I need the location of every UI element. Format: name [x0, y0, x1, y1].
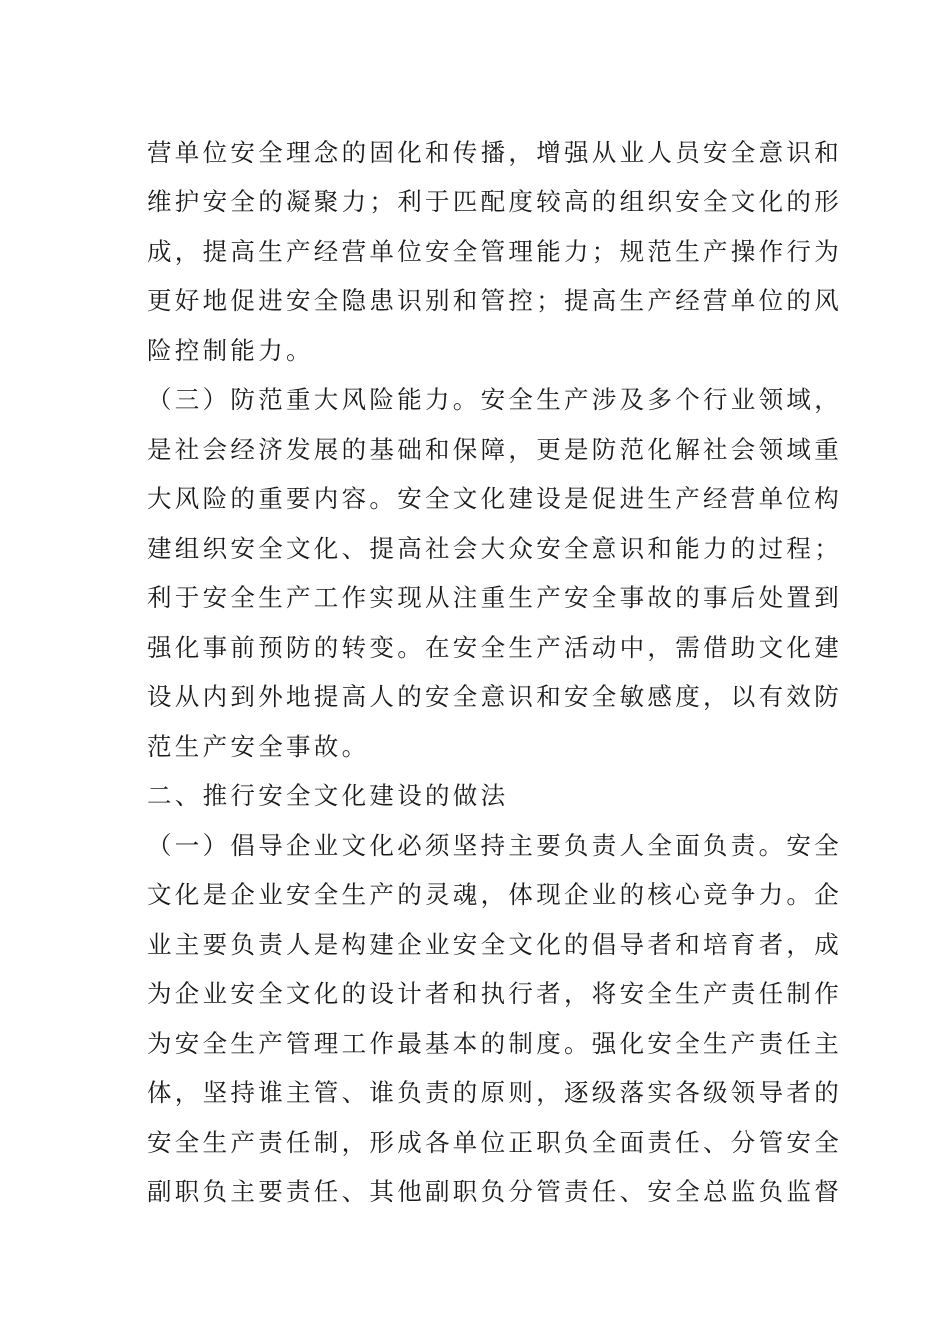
text-line: （一）倡导企业文化必须坚持主要负责人全面负责。安全: [147, 831, 842, 860]
text-line: 建组织安全文化、提高社会大众安全意识和能力的过程；: [147, 534, 842, 563]
text-line: 大风险的重要内容。安全文化建设是促进生产经营单位构: [147, 484, 842, 513]
text-line: 范生产安全事故。: [147, 732, 370, 761]
text-line: 文化是企业安全生产的灵魂，体现企业的核心竞争力。企: [147, 880, 842, 909]
text-line: 为安全生产管理工作最基本的制度。强化安全生产责任主: [147, 1029, 842, 1058]
text-line: 体，坚持谁主管、谁负责的原则，逐级落实各级领导者的: [147, 1078, 842, 1107]
text-line: （三）防范重大风险能力。安全生产涉及多个行业领域，: [147, 385, 842, 414]
text-line: 副职负主要责任、其他副职负分管责任、安全总监负监督: [147, 1177, 842, 1206]
text-line: 设从内到外地提高人的安全意识和安全敏感度，以有效防: [147, 682, 842, 711]
section-heading: 二、推行安全文化建设的做法: [147, 781, 509, 810]
text-line: 强化事前预防的转变。在安全生产活动中，需借助文化建: [147, 633, 842, 662]
text-line: 成，提高生产经营单位安全管理能力；规范生产操作行为: [147, 237, 842, 266]
text-line: 为企业安全文化的设计者和执行者，将安全生产责任制作: [147, 979, 842, 1008]
text-line: 营单位安全理念的固化和传播，增强从业人员安全意识和: [147, 138, 842, 167]
text-line: 利于安全生产工作实现从注重生产安全事故的事后处置到: [147, 583, 842, 612]
text-line: 更好地促进安全隐患识别和管控；提高生产经营单位的风: [147, 286, 842, 315]
text-line: 维护安全的凝聚力；利于匹配度较高的组织安全文化的形: [147, 187, 842, 216]
text-line: 安全生产责任制，形成各单位正职负全面责任、分管安全: [147, 1128, 842, 1157]
text-line: 业主要负责人是构建企业安全文化的倡导者和培育者，成: [147, 930, 842, 959]
text-line: 是社会经济发展的基础和保障，更是防范化解社会领域重: [147, 435, 842, 464]
text-line: 险控制能力。: [147, 336, 314, 365]
